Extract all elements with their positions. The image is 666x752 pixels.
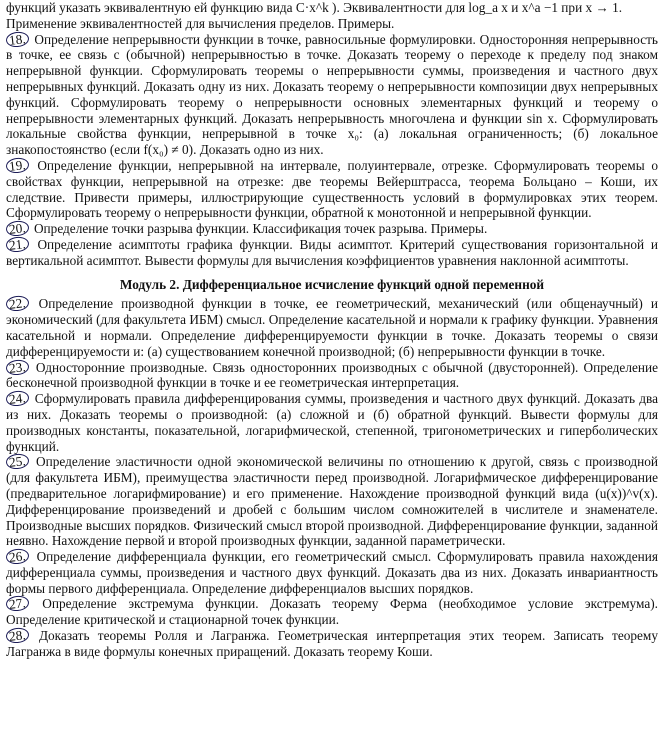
intro-line-2: Применение эквивалентностей для вычисления пределов. Примеры. [6,15,395,31]
question-20 [6,221,658,237]
question-number: 22. [5,295,29,312]
question-number: 18. [5,30,29,47]
question-22 [6,296,658,359]
question-text: Определение дифференциала функции, его геометрический смысл. Сформулировать правила нахождения дифференциала суммы, произведения и частного двух функций. Доказать два из них. Доказать инвариантность формы первого дифференциала. Определение дифференциалов высших порядков. [6,549,658,596]
question-number: 23. [5,358,29,375]
question-text: Сформулировать правила дифференцирования суммы, произведения и частного двух функций. Доказать два из них. Доказать теоремы о производной: (а) сложной и (б) обратной функций. Вывести формулы для производных константы, показательной, логарифмической, степенной, тригонометрических и гиперболических функций. [6,391,658,454]
question-text: Определение производной функции в точке, ее геометрический, механический (или общенаучный) и экономический (для факультета ИБМ) смысл. Определение касательной и нормали к графику функции. Уравнения касательной и нормали. Определение дифференцируемости функции в точке. Доказать теоремы о связи дифференцируемости и: (а) существованием конечной производной; (б) непрерывности функции в точке. [6,296,658,359]
question-number: 26. [5,548,29,565]
question-text: Определение асимптоты графика функции. Виды асимптот. Критерий существования горизонтальной и вертикальной асимптот. Вывести формулы для вычисления коэффициентов уравнения наклонной асимптоты. [6,236,658,268]
intro-line-1: функций указать эквивалентную ей функцию вида C·x^k ). Эквивалентности для log_a x и x^a −1 при x → 1. [6,0,623,15]
module-heading: Модуль 2. Дифференциальное исчисление функций одной переменной [119,276,545,292]
question-27 [6,596,658,628]
question-text: Определение эластичности одной экономической величины по отношению к другой, связь с производной (для факультета ИБМ), преимущества эластичности перед производной. Логарифмическое дифференцирование (предварительное логарифмирование) и его применение. Нахождение производной функций вида (u(x))^v(x). Дифференцирование произведений и дробей с большим числом сомножителей в числителе и знаменателе. Производные высших порядков. Физический смысл второй производной. Дифференцирование функции, заданной неявно. Нахождение первой и второй производных функции, заданной параметрически. [6,454,658,549]
question-21 [6,237,658,269]
question-19 [6,158,658,221]
document-page [6,0,658,660]
question-28 [6,628,658,660]
question-text: Доказать теоремы Ролля и Лагранжа. Геометрическая интерпретация этих теорем. Записать теорему Лагранжа в виде формулы конечных приращений. Доказать теорему Коши. [6,628,658,659]
question-number: 27. [5,595,29,612]
question-number: 20. [5,220,29,237]
question-26 [6,549,658,596]
question-24 [6,391,658,454]
question-text: Определение точки разрыва функции. Классификация точек разрыва. Примеры. [33,221,488,237]
question-number: 25. [5,453,29,470]
question-number: 24. [5,390,29,407]
question-number: 28. [5,627,29,644]
question-text: Определение функции, непрерывной на интервале, полуинтервале, отрезке. Сформулировать теоремы о свойствах функции, непрерывной на отрезке: две теоремы Вейерштрасса, теорема Больцано – Коши, их следствие. Привести примеры, иллюстрирующие существенность условий в формулировках этих теорем. Сформулировать теорему о непрерывности функции, обратной к монотонной и непрерывной функции. [6,157,658,221]
question-number: 21. [5,236,29,253]
question-number: 19. [5,157,29,174]
question-text: Определение экстремума функции. Доказать теорему Ферма (необходимое условие экстремума). Определение критической и стационарной точек функции. [6,596,658,628]
question-text: Определение непрерывности функции в точке, равносильные формулировки. Односторонняя непрерывность в точке, ее связь с (обычной) непрерывностью в точке. Доказать теорему о переходе к пределу под знаком непрерывной функции. Сформулировать теоремы о непрерывности суммы, произведения и частного двух непрерывных функций. Доказать одну из них. Доказать теорему о непрерывности композиции двух непрерывных функций. Сформулировать теорему о непрерывности основных элементарных функций и теорему о непрерывности элементарных функций. Доказать непрерывность многочлена и функции sin x. Сформулировать локальные свойства функции, непрерывной в точке x₀: (а) локальная ограниченность; (б) локальное знакопостоянство (если f(x₀) ≠ 0). Доказать одно из них. [6,31,658,158]
question-25 [6,454,658,549]
question-text: Односторонние производные. Связь односторонних производных с обычной (двусторонней). Определение бесконечной производной функции в точке и ее геометрическая интерпретация. [6,359,658,391]
question-18 [6,32,658,158]
question-23 [6,360,658,392]
